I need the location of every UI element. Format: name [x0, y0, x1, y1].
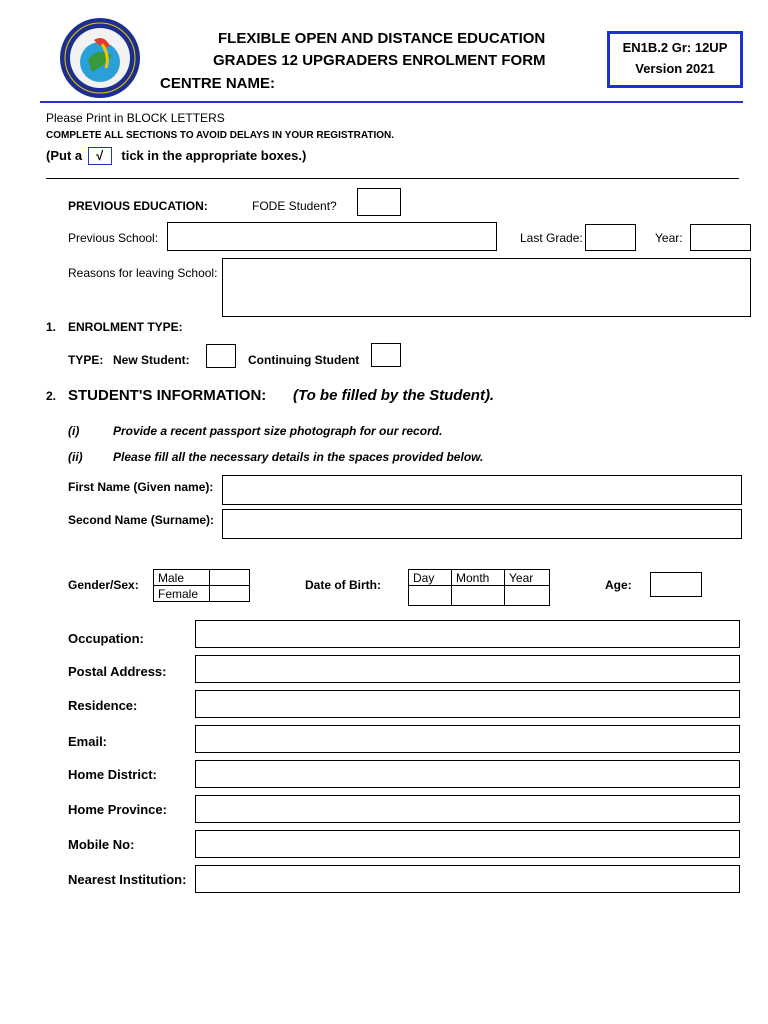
continuing-student-checkbox[interactable] [371, 343, 401, 367]
dob-month-label: Month [452, 570, 505, 586]
dob-table [408, 569, 550, 606]
section-divider [46, 178, 739, 179]
surname-input[interactable] [222, 509, 742, 539]
centre-name-label: CENTRE NAME: [160, 75, 275, 92]
email-input[interactable] [195, 725, 740, 753]
last-grade-label: Last Grade: [520, 231, 583, 245]
instruction-tick-post: tick in the appropriate boxes.) [121, 148, 307, 163]
nearest-institution-label: Nearest Institution: [68, 872, 187, 887]
enrolment-number: 1. [46, 320, 57, 334]
nearest-institution-input[interactable] [195, 865, 740, 893]
instruction-block-letters: Please Print in BLOCK LETTERS [46, 111, 225, 125]
fode-student-checkbox[interactable] [357, 188, 401, 216]
enrolment-type-heading: ENROLMENT TYPE: [68, 320, 183, 334]
mobile-no-input[interactable] [195, 830, 740, 858]
instruction-tick-line [46, 147, 306, 165]
dob-day-input[interactable] [409, 586, 452, 606]
female-checkbox[interactable] [210, 586, 250, 602]
student-info-heading: STUDENT'S INFORMATION: [68, 387, 267, 404]
female-label: Female [154, 586, 210, 602]
note-2-number: (ii) [68, 450, 83, 464]
type-label: TYPE: [68, 353, 104, 367]
male-checkbox[interactable] [210, 570, 250, 586]
previous-school-input[interactable] [167, 222, 497, 251]
residence-label: Residence: [68, 698, 138, 713]
residence-input[interactable] [195, 690, 740, 718]
dob-year-input[interactable] [505, 586, 550, 606]
fode-logo [58, 16, 142, 100]
fode-student-label: FODE Student? [252, 199, 337, 213]
mobile-no-label: Mobile No: [68, 837, 135, 852]
instruction-complete-all: COMPLETE ALL SECTIONS TO AVOID DELAYS IN YOUR REGISTRATION. [46, 130, 394, 141]
occupation-label: Occupation: [68, 631, 144, 646]
home-province-label: Home Province: [68, 802, 167, 817]
new-student-label: New Student: [113, 353, 190, 367]
gender-table [153, 569, 250, 602]
age-label: Age: [605, 578, 632, 592]
note-1-number: (i) [68, 424, 80, 438]
home-province-input[interactable] [195, 795, 740, 823]
previous-school-label: Previous School: [68, 231, 159, 245]
reasons-input[interactable] [222, 258, 751, 317]
postal-address-input[interactable] [195, 655, 740, 683]
note-1-text: Provide a recent passport size photograph for our record. [113, 424, 443, 438]
gender-label: Gender/Sex: [68, 578, 139, 592]
form-version: Version 2021 [635, 61, 715, 76]
postal-address-label: Postal Address: [68, 664, 167, 679]
last-grade-input[interactable] [585, 224, 636, 251]
form-title-line1: FLEXIBLE OPEN AND DISTANCE EDUCATION [218, 30, 546, 47]
first-name-input[interactable] [222, 475, 742, 505]
reasons-label: Reasons for leaving School: [68, 266, 218, 280]
continuing-student-label: Continuing Student [248, 353, 360, 367]
dob-month-input[interactable] [452, 586, 505, 606]
surname-label: Second Name (Surname): [68, 513, 215, 527]
year-input[interactable] [690, 224, 751, 251]
instruction-tick-pre: (Put a [46, 148, 83, 163]
dob-year-label: Year [505, 570, 550, 586]
form-code-box [607, 31, 743, 88]
home-district-label: Home District: [68, 767, 157, 782]
dob-day-label: Day [409, 570, 452, 586]
male-label: Male [154, 570, 210, 586]
age-input[interactable] [650, 572, 702, 597]
student-info-number: 2. [46, 389, 57, 403]
dob-label: Date of Birth: [305, 578, 381, 592]
first-name-label: First Name (Given name): [68, 480, 214, 494]
previous-education-heading: PREVIOUS EDUCATION: [68, 199, 208, 213]
form-code: EN1B.2 Gr: 12UP [622, 40, 728, 55]
new-student-checkbox[interactable] [206, 344, 236, 368]
note-2-text: Please fill all the necessary details in the spaces provided below. [113, 450, 484, 464]
email-label: Email: [68, 734, 108, 749]
home-district-input[interactable] [195, 760, 740, 788]
header-rule [40, 101, 743, 103]
tick-sample-box: √ [88, 147, 112, 165]
year-label: Year: [655, 231, 683, 245]
student-info-subheading: (To be filled by the Student). [293, 387, 495, 404]
form-title-line2: GRADES 12 UPGRADERS ENROLMENT FORM [213, 52, 546, 69]
occupation-input[interactable] [195, 620, 740, 648]
